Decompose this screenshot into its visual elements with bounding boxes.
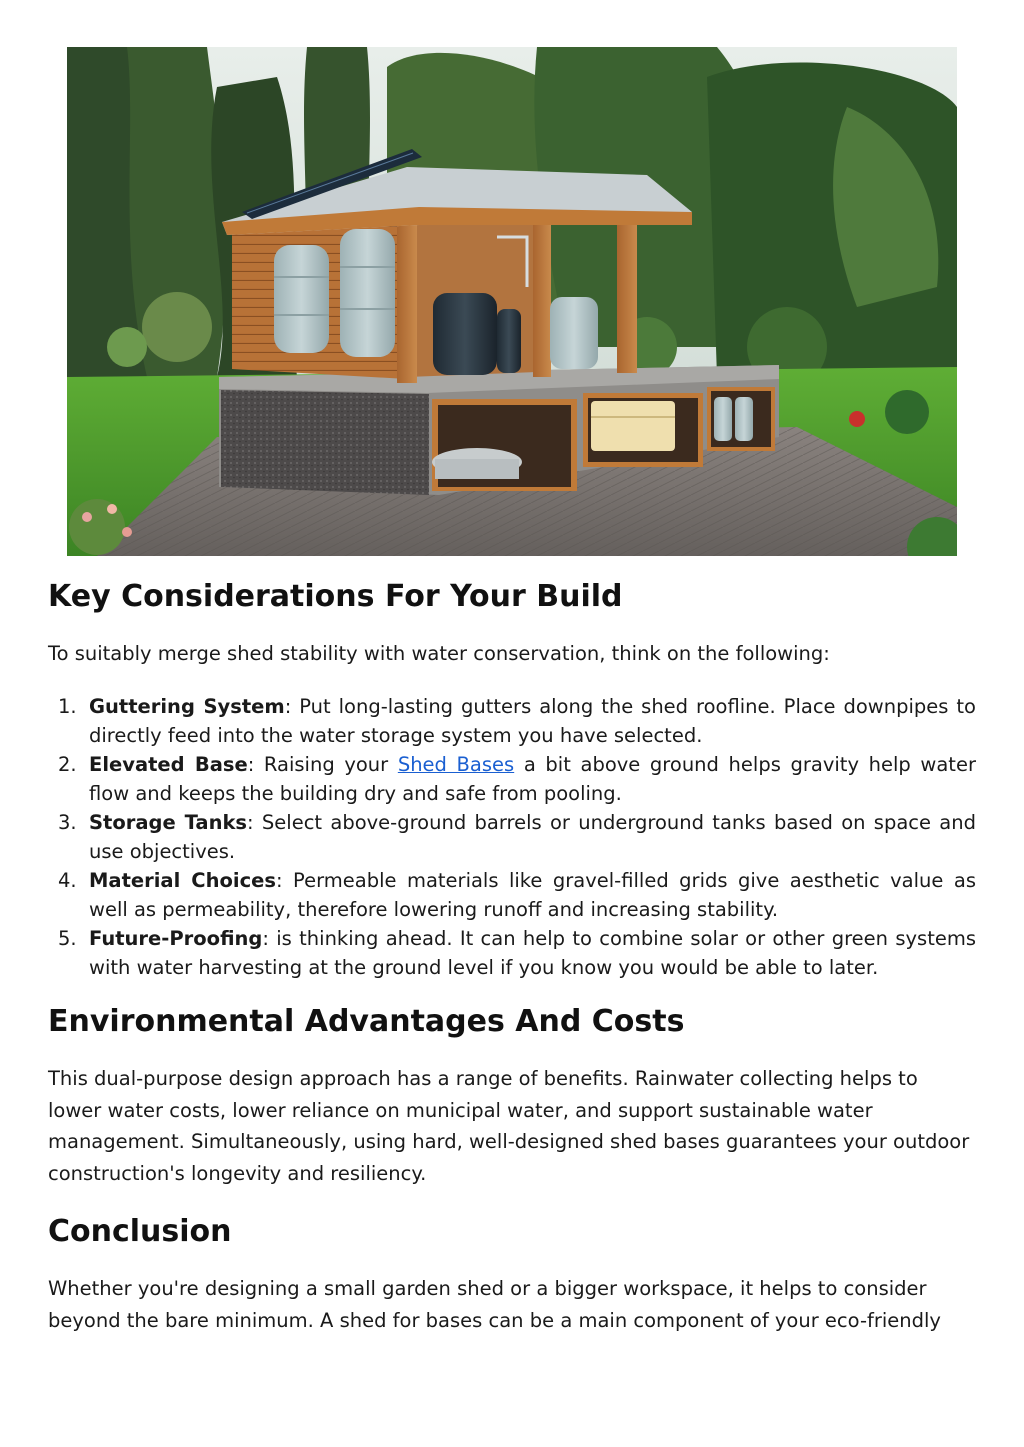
list-item-text: a bit above ground helps gravity help water flow and keeps the building dry and safe from pooling. (89, 753, 976, 805)
section-title-key-considerations: Key Considerations For Your Build (48, 579, 623, 614)
list-item (48, 924, 976, 982)
list-item-number: 2. (58, 753, 77, 776)
list-item (48, 808, 976, 866)
list-item (48, 750, 976, 808)
list-item-term: Future-Proofing (89, 927, 263, 950)
list-item-text: : Permeable materials like gravel-filled grids give aesthetic value as well as permeability, therefore lowering runoff and increasing stability. (89, 869, 976, 921)
intro-paragraph: To suitably merge shed stability with water conservation, think on the following: (48, 642, 830, 665)
list-item-text: : Raising your (247, 753, 398, 776)
list-item-number: 5. (58, 927, 77, 950)
environmental-paragraph: This dual-purpose design approach has a range of benefits. Rainwater collecting helps to lower water costs, lower reliance on municipal water, and support sustainable water management. Simultaneously, using hard, well-designed shed bases guarantees your outdoor construction's longevity and resiliency. (48, 1067, 970, 1185)
list-item-number: 1. (58, 695, 77, 718)
list-item-term: Elevated Base (89, 753, 248, 776)
shed-bases-link[interactable]: Shed Bases (397, 753, 515, 776)
list-item-term: Storage Tanks (89, 811, 248, 834)
list-item-term: Material Choices (89, 869, 276, 892)
list-item (48, 866, 976, 924)
list-item-term: Guttering System (89, 695, 285, 718)
list-item-text: : Put long-lasting gutters along the shed roofline. Place downpipes to directly feed into the water storage system you have selected. (89, 695, 976, 747)
section-title-conclusion: Conclusion (48, 1214, 232, 1249)
conclusion-paragraph: Whether you're designing a small garden shed or a bigger workspace, it helps to consider beyond the bare minimum. A shed for bases can be a main component of your eco-friendly (48, 1277, 941, 1332)
list-item-text: : Select above-ground barrels or underground tanks based on space and use objectives. (89, 811, 976, 863)
list-item-number: 4. (58, 869, 77, 892)
list-item-number: 3. (58, 811, 77, 834)
list-item (48, 692, 976, 750)
list-item-text: : is thinking ahead. It can help to combine solar or other green systems with water harvesting at the ground level if you know you would be able to later. (89, 927, 976, 979)
section-title-environmental: Environmental Advantages And Costs (48, 1004, 685, 1039)
hero-image (67, 47, 957, 556)
considerations-list (48, 692, 976, 982)
